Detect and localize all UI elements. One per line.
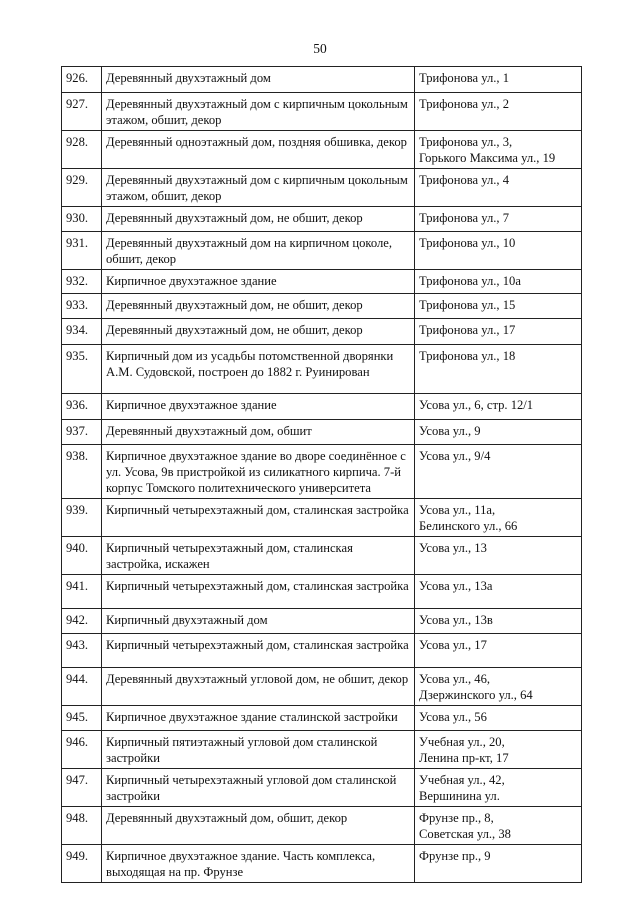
object-description: Кирпичное двухэтажное здание [102,394,415,420]
row-number: 945. [62,706,102,731]
table-row [62,769,582,807]
object-description: Кирпичное двухэтажное здание сталинской застройки [102,706,415,731]
object-address [415,668,582,706]
table-row [62,609,582,634]
table-row [62,807,582,845]
object-address [415,499,582,537]
table-row [62,537,582,575]
address-line: Трифонова ул., 17 [419,323,516,337]
object-address [415,845,582,883]
row-number: 939. [62,499,102,537]
address-line: Трифонова ул., 15 [419,298,516,312]
object-address [415,575,582,609]
address-line: Фрунзе пр., 8, [419,811,494,825]
address-line: Усова ул., 11а, [419,503,496,517]
row-number: 932. [62,270,102,294]
row-number: 942. [62,609,102,634]
object-address [415,232,582,270]
row-number: 937. [62,420,102,445]
address-line: Трифонова ул., 7 [419,211,510,225]
object-description: Деревянный одноэтажный дом, поздняя обшивка, декор [102,131,415,169]
table-row [62,345,582,394]
table-row [62,634,582,668]
address-line: Трифонова ул., 2 [419,97,510,111]
address-line: Усова ул., 9 [419,424,481,438]
row-number: 949. [62,845,102,883]
table-row [62,319,582,345]
table-row [62,131,582,169]
object-description: Кирпичный двухэтажный дом [102,609,415,634]
address-line: Усова ул., 13а [419,579,493,593]
table-row [62,845,582,883]
address-line: Усова ул., 46, [419,672,491,686]
row-number: 928. [62,131,102,169]
object-description: Кирпичный четырехэтажный угловой дом сталинской застройки [102,769,415,807]
object-address [415,769,582,807]
table-row [62,270,582,294]
row-number: 933. [62,294,102,319]
address-line: Горького Максима ул., 19 [419,151,556,165]
object-address [415,131,582,169]
address-line: Белинского ул., 66 [419,519,518,533]
address-line: Трифонова ул., 10а [419,274,521,288]
object-address [415,169,582,207]
registry-body [62,67,582,883]
object-address [415,67,582,93]
address-line: Вершинина ул. [419,789,500,803]
table-row [62,67,582,93]
address-line: Трифонова ул., 3, [419,135,513,149]
object-address [415,394,582,420]
address-line: Усова ул., 17 [419,638,487,652]
address-line: Фрунзе пр., 9 [419,849,491,863]
object-description: Кирпичное двухэтажное здание. Часть комплекса, выходящая на пр. Фрунзе [102,845,415,883]
object-address [415,294,582,319]
address-line: Советская ул., 38 [419,827,511,841]
row-number: 934. [62,319,102,345]
row-number: 944. [62,668,102,706]
row-number: 926. [62,67,102,93]
address-line: Учебная ул., 20, [419,735,505,749]
table-row [62,394,582,420]
row-number: 947. [62,769,102,807]
address-line: Усова ул., 56 [419,710,487,724]
address-line: Трифонова ул., 1 [419,71,510,85]
object-description: Кирпичный пятиэтажный угловой дом сталинской застройки [102,731,415,769]
object-description: Деревянный двухэтажный дом, обшит [102,420,415,445]
address-line: Ленина пр-кт, 17 [419,751,509,765]
heritage-registry-table [61,66,582,883]
object-description: Кирпичный дом из усадьбы потомственной дворянки А.М. Судовской, построен до 1882 г. Руинирован [102,345,415,394]
object-address [415,93,582,131]
address-line: Трифонова ул., 10 [419,236,516,250]
address-line: Усова ул., 13в [419,613,493,627]
row-number: 927. [62,93,102,131]
table-row [62,169,582,207]
object-description: Кирпичное двухэтажное здание [102,270,415,294]
object-description: Кирпичный четырехэтажный дом, сталинская застройка [102,634,415,668]
object-address [415,345,582,394]
table-row [62,575,582,609]
object-address [415,706,582,731]
object-address [415,609,582,634]
table-row [62,445,582,499]
object-address [415,634,582,668]
object-address [415,807,582,845]
object-address [415,319,582,345]
row-number: 943. [62,634,102,668]
row-number: 935. [62,345,102,394]
address-line: Усова ул., 13 [419,541,487,555]
address-line: Усова ул., 6, стр. 12/1 [419,398,534,412]
address-line: Усова ул., 9/4 [419,449,491,463]
object-description: Кирпичный четырехэтажный дом, сталинская застройка [102,575,415,609]
row-number: 941. [62,575,102,609]
object-description: Деревянный двухэтажный дом, не обшит, декор [102,294,415,319]
table-row [62,294,582,319]
object-description: Деревянный двухэтажный дом, обшит, декор [102,807,415,845]
object-address [415,420,582,445]
object-description: Кирпичный четырехэтажный дом, сталинская застройка, искажен [102,537,415,575]
table-row [62,420,582,445]
table-row [62,668,582,706]
object-description: Деревянный двухэтажный угловой дом, не обшит, декор [102,668,415,706]
object-description: Деревянный двухэтажный дом с кирпичным цокольным этажом, обшит, декор [102,93,415,131]
object-description: Деревянный двухэтажный дом [102,67,415,93]
row-number: 940. [62,537,102,575]
address-line: Трифонова ул., 18 [419,349,516,363]
row-number: 931. [62,232,102,270]
row-number: 948. [62,807,102,845]
object-address [415,270,582,294]
object-description: Деревянный двухэтажный дом с кирпичным цокольным этажом, обшит, декор [102,169,415,207]
object-address [415,207,582,232]
page-number: 50 [313,41,327,56]
row-number: 946. [62,731,102,769]
object-address [415,445,582,499]
object-description: Деревянный двухэтажный дом, не обшит, декор [102,207,415,232]
table-row [62,232,582,270]
object-description: Деревянный двухэтажный дом на кирпичном цоколе, обшит, декор [102,232,415,270]
object-address [415,537,582,575]
table-row [62,731,582,769]
object-address [415,731,582,769]
object-description: Деревянный двухэтажный дом, не обшит, декор [102,319,415,345]
address-line: Трифонова ул., 4 [419,173,510,187]
table-row [62,93,582,131]
address-line: Дзержинского ул., 64 [419,688,533,702]
row-number: 936. [62,394,102,420]
address-line: Учебная ул., 42, [419,773,505,787]
table-row [62,706,582,731]
table-row [62,499,582,537]
object-description: Кирпичное двухэтажное здание во дворе соединённое с ул. Усова, 9в пристройкой из силикатного кирпича. 7-й корпус Томского политехнического университета [102,445,415,499]
row-number: 930. [62,207,102,232]
object-description: Кирпичный четырехэтажный дом, сталинская застройка [102,499,415,537]
table-row [62,207,582,232]
row-number: 938. [62,445,102,499]
row-number: 929. [62,169,102,207]
